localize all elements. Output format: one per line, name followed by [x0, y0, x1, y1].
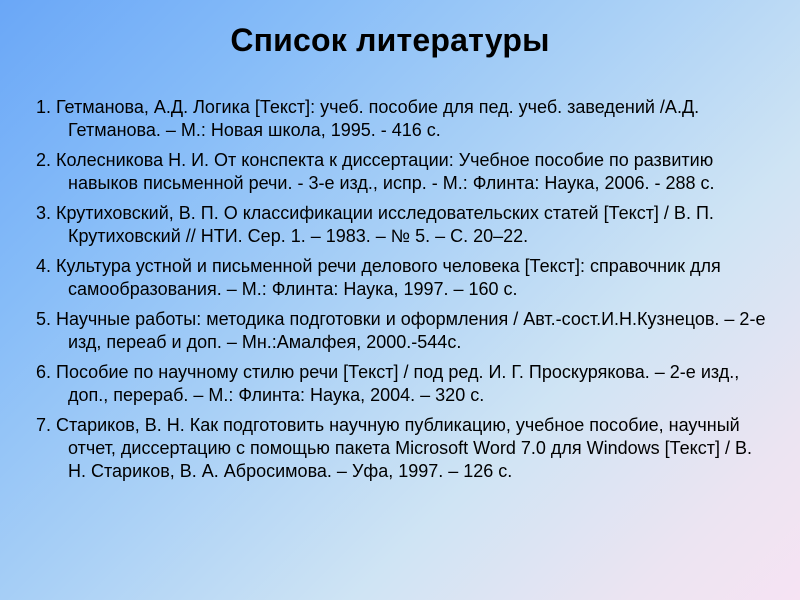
- reference-list: [36, 96, 772, 490]
- reference-item: 5. Научные работы: методика подготовки и оформления / Авт.-сост.И.Н.Кузнецов. – 2-е изд, переаб и доп. – Мн.:Амалфея, 2000.-544с.: [36, 309, 766, 352]
- slide-title: Список литературы: [230, 22, 550, 58]
- reference-item: 6. Пособие по научному стилю речи [Текст] / под ред. И. Г. Проскурякова. – 2-е изд., доп., перераб. – М.: Флинта: Наука, 2004. – 320 с.: [36, 362, 740, 405]
- reference-item: 2. Колесникова Н. И. От конспекта к диссертации: Учебное пособие по развитию навыков письменной речи. - 3-е изд., испр. - М.: Флинта: Наука, 2006. - 288 с.: [36, 150, 715, 193]
- reference-item: 7. Стариков, В. Н. Как подготовить научную публикацию, учебное пособие, научный отчет, диссертацию с помощью пакета Microsoft Word 7.0 для Windows [Текст] / В. Н. Стариков, В. А. Абросимова. – Уфа, 1997. – 126 с.: [36, 415, 752, 481]
- reference-item: 3. Крутиховский, В. П. О классификации исследовательских статей [Текст] / В. П. Крутиховский // НТИ. Сер. 1. – 1983. – № 5. – С. 20–22.: [36, 203, 714, 246]
- reference-item: 4. Культура устной и письменной речи делового человека [Текст]: справочник для самообразования. – М.: Флинта: Наука, 1997. – 160 с.: [36, 256, 721, 299]
- reference-item: 1. Гетманова, А.Д. Логика [Текст]: учеб. пособие для пед. учеб. заведений /А.Д. Гетманова. – М.: Новая школа, 1995. - 416 с.: [36, 97, 700, 140]
